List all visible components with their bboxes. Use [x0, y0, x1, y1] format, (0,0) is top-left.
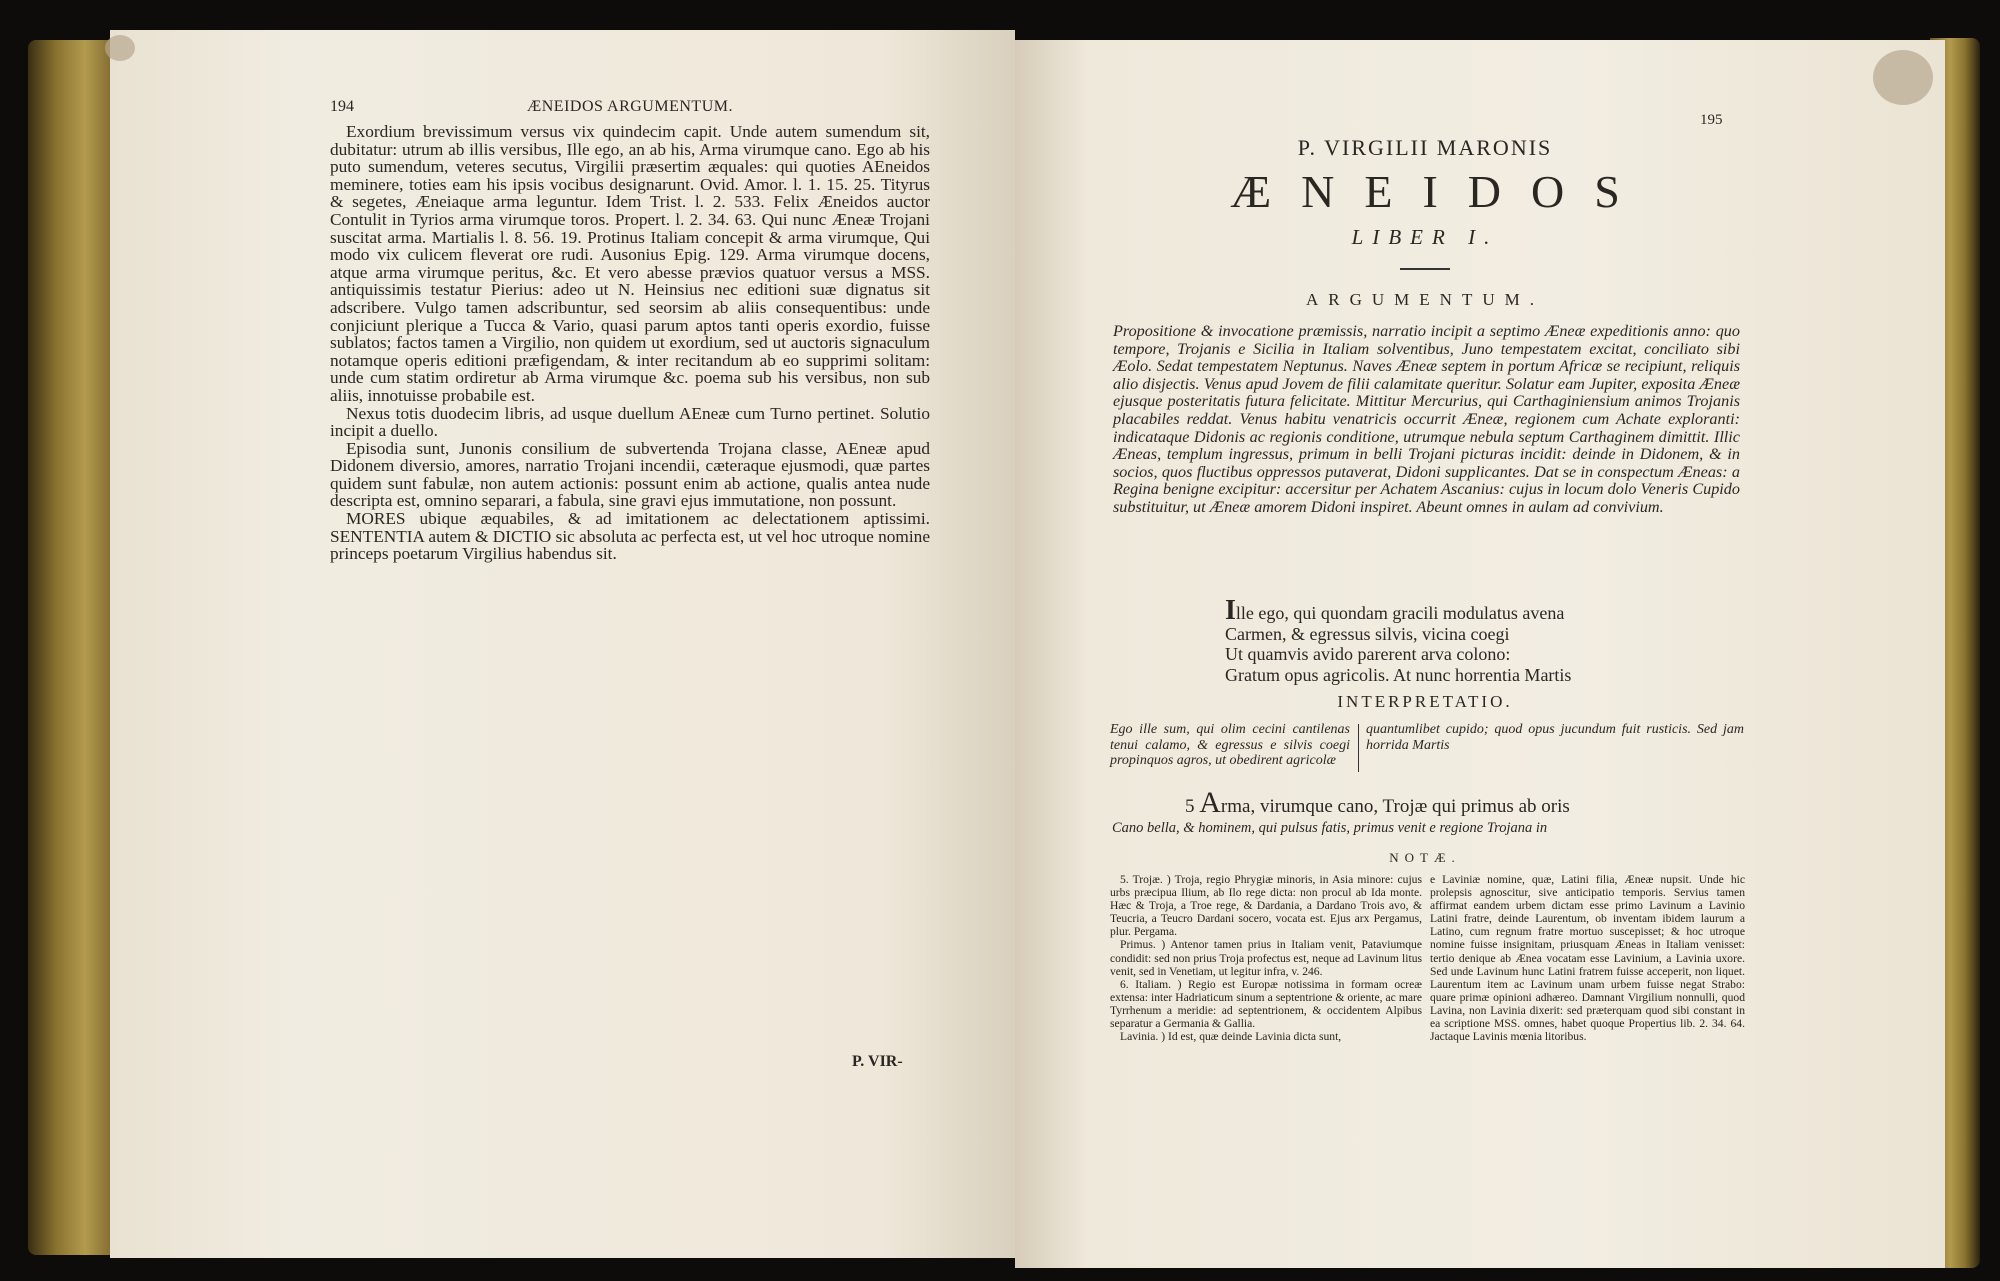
notes-left-column: [1110, 873, 1422, 1043]
interpretatio-heading: INTERPRETATIO.: [1337, 692, 1513, 711]
interpretatio-left: Ego ille sum, qui olim cecini cantilenas tenui calamo, & egressus e silvis coegi propinquos agros, ut obedirent agricolæ: [1110, 722, 1350, 768]
running-header: [330, 98, 930, 116]
note: Primus. ) Antenor tamen prius in Italiam venit, Pataviumque condidit: sed non prius Troja profectus est, neque ad Lavinum litus venit, sed in Venetiam, ut legitur infra, v. 246.: [1110, 938, 1422, 978]
verse-line: Gratum opus agricolis. At nunc horrentia Martis: [1225, 664, 1572, 685]
argument-text: [330, 123, 930, 563]
catchword: P. VIR-: [852, 1053, 903, 1070]
verse-line: lle ego, qui quondam gracili modulatus avena: [1235, 603, 1565, 623]
note: Lavinia. ) Id est, quæ deinde Lavinia dicta sunt,: [1120, 1030, 1342, 1044]
verse-line: rma, virumque cano, Trojæ qui primus ab oris: [1220, 796, 1570, 817]
interpretatio-right: quantumlibet cupido; quod opus jucundum fuit rusticis. Sed jam horrida Martis: [1366, 722, 1744, 753]
verse-lines-1-4: [1225, 595, 1572, 685]
divider-rule: [1400, 268, 1450, 270]
argument-summary: Propositione & invocatione præmissis, narratio incipit a septimo Æneæ expeditionis anno: quo tempore, Trojanis e Sicilia in Italiam solventibus, Juno tempestatem excitat, conciliato sibi Æolo. Sedat tempestatem Neptunus. Naves Æneæ septem in portum Africæ se recipiunt, reliquis alio disjectis. Venus apud Jovem de filii calamitate queritur. Solatur eam Jupiter, exposita Æneæ ejusque posteritatis futura felicitate. Mittitur Mercurius, qui Carthaginiensium animos Trojanis placabiles reddat. Venus habitu venatricis occurrit Æneæ, regionem cum Achate exploranti: indicataque Didonis ac regionis conditione, utrumque nebula septum Carthaginem dimittit. Illic Æneas, templum ingressus, primum in belli Trojani picturas incidit: deinde in Didonem, & in socios, quos fluctibus oppressos putaverat, Didoni supplicantes. Dat se in conspectum Æneas: a Regina benigne excipitur: accersitur per Achatem Ascanius: cujus in locum dolo Veneris Cupido substituitur, ut Æneæ amorem Didoni inspiret. Abeunt omnes in aulam ad convivium.: [1113, 322, 1740, 516]
verse-5: [1185, 786, 1570, 820]
drop-initial: I: [1225, 595, 1236, 626]
paragraph-exordium: Exordium brevissimum versus vix quindecim capit. Unde autem sumendum sit, dubitatur: utrum ab illis versibus, Ille ego, an ab his, Arma virumque cano. Ego ab his puto sumendum, veteres secutus, Virgilii præsertim æquales: qui quoties AEneidos meminere, toties eam his ipsis vocibus designarunt. Ovid. Amor. l. 1. 15. 25. Tityrus & segetes, Æneiaque arma leguntur. Idem Trist. l. 2. 533. Felix Æneidos auctor Contulit in Tyrios arma virumque toros. Propert. l. 2. 34. 63. Qui nunc Æneæ Trojani suscitat arma. Martialis l. 8. 56. 19. Protinus Italiam concepit & arma virumque, Qui modo vix culicem fleverat ore rudi. Ausonius Epig. 129. Arma virumque docens, atque arma virumque peritus, &c. Et vero abesse prævios quatuor versus a MSS. antiquissimis testatur Pierius: adeo ut N. Heinsius nec editioni suæ dignatus sit adscribere. Vulgo tamen adscribuntur, sed seorsim ab aliis consequentibus: unde conjiciunt plerique a Tucca & Vario, quasi parum aptos tanti operis exordio, fuisse sublatos; factos tamen a Virgilio, non quidem ut exordium, sed ut auctoris signaculum notamque operis editioni præfigendam, & inter recitandum ab eo supprimi solitam: unde cum statim ordiretur ab Arma virumque &c. poema sub his versibus, non sub aliis, innotuisse probabile est.: [330, 122, 930, 405]
author-line: P. VIRGILII MARONIS: [1297, 135, 1553, 160]
verse-line: Carmen, & egressus silvis, vicina coegi: [1225, 623, 1510, 644]
interpretatio-verse-5: Cano bella, & hominem, qui pulsus fatis, primus venit e regione Trojana in: [1112, 820, 1548, 836]
note: 5. Trojæ. ) Troja, regio Phrygiæ minoris, in Asia minore: cujus urbs præcipua Ilium, ab Ilo rege dicta: non procul ab Ida monte. Hæc & Troja, a Troe rege, & Dardania, a Dardano Trois avo, & Teucria, a Teucro Dardani socero, vocata est. Ejus arx Pergamus, plur. Pergama.: [1110, 873, 1422, 939]
note: 6. Italiam. ) Regio est Europæ notissima in formam ocreæ extensa: inter Hadriaticum sinum a septentrione & oriente, ac mare Tyrrhenum a meridie: ad septentrionem, & occidentem Alpibus separatur a Germania & Gallia.: [1110, 977, 1422, 1031]
foxing-spot: [1873, 50, 1933, 105]
page-number: 195: [1700, 112, 1723, 128]
paragraph-episodia: Episodia sunt, Junonis consilium de subvertenda Trojana classe, AEneæ apud Didonem diversio, amores, narratio Trojani incendii, cæteraque ejusmodi, quæ partes quidem sunt fabulæ, non autem actionis: possunt enim ab actione, qualis antea nude descripta est, omnino separari, a fabula, sine gravi ejus immutatione, non possunt.: [330, 438, 930, 511]
verse-initial: A: [1199, 786, 1221, 819]
verse-line: Ut quamvis avido parerent arva colono:: [1225, 644, 1511, 664]
notes-heading: NOTÆ.: [1389, 850, 1461, 865]
line-number: 5: [1185, 796, 1195, 817]
foxing-spot: [105, 35, 135, 61]
notes-right-column: e Laviniæ nomine, quæ, Latini filia, Æneæ nupsit. Unde hic prolepsis agnoscitur, sive anticipatio temporis. Servius tamen affirmat eandem urbem dictam esse primo Lavinum a Lavinio Latini fratre, deinde Laurentum, ob inventam ibidem laurum a Latino, cum regnum fratre mortuo suscepisset; & hoc utroque nomine fuisse insignitam, priusquam Æneas in Italiam venisset: tertio denique ab Ænea vocatam esse Lavinium, a Lavinia uxore. Sed unde Lavinum hunc Latini fratrem fuisse acceperit, non liquet. Laurentum item ac Lavinum unam urbem fuisse negat Strabo: quare primæ opinioni adhæreo. Damnant Virgilium nonnulli, quod Lavina, non Lavinia dixerit: sed præterquam quod sibi constant in ea scriptione MSS. omnes, habet quoque Propertius lib. 2. 34. 64. Jactaque Lavinis mœnia litoribus.: [1430, 873, 1745, 1044]
argument-heading: ARGUMENTUM.: [1306, 290, 1544, 309]
book-number: LIBER I.: [1351, 225, 1499, 249]
paragraph-nexus: Nexus totis duodecim libris, ad usque duellum AEneæ cum Turno pertinet. Solutio incipit a duello.: [330, 403, 930, 441]
page-edges-left: [28, 40, 123, 1255]
paragraph-mores: MORES ubique æquabiles, & ad imitationem ac delectationem aptissimi. SENTENTIA autem & DICTIO sic absoluta ac perfecta est, ut vel hoc utroque nomine princeps poetarum Virgilius habendus sit.: [330, 509, 930, 564]
page-number: 194: [330, 98, 354, 115]
running-head: ÆNEIDOS ARGUMENTUM.: [527, 98, 733, 115]
book-title: ÆNEIDOS: [1230, 166, 1650, 217]
column-rule: [1358, 724, 1359, 772]
